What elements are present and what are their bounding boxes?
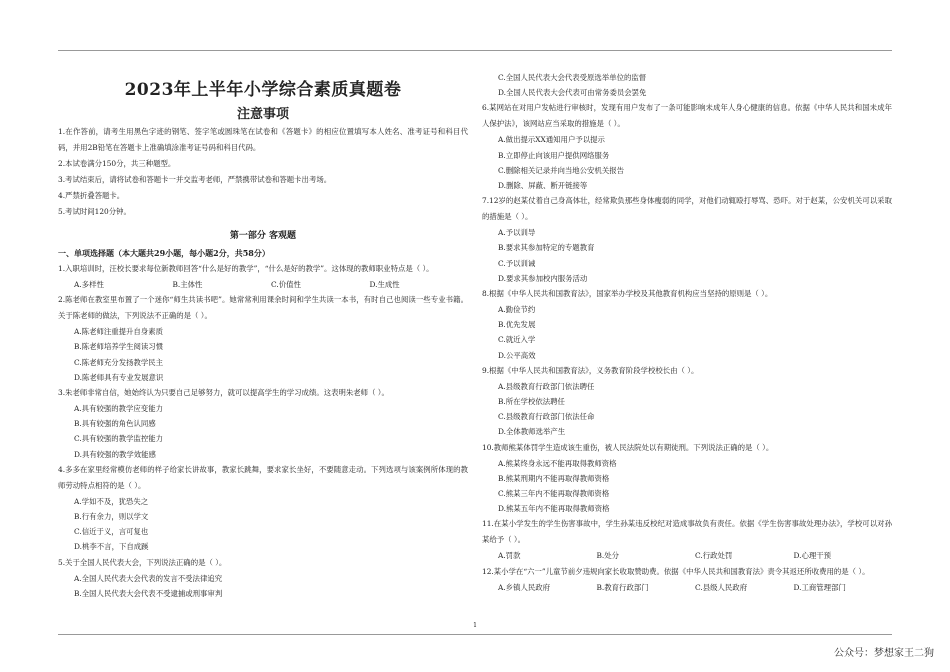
answer-option: C.全国人民代表大会代表受原选举单位的监督	[498, 73, 647, 82]
answer-option: D.删除、屏蔽、断开链接等	[498, 181, 588, 191]
answer-option: A.陈老师注重提升自身素质	[74, 327, 163, 337]
page-number: 1	[473, 622, 477, 629]
right-column	[482, 70, 892, 595]
answer-option: B.主体性	[172, 280, 203, 289]
option-row	[482, 580, 892, 595]
question-stem: 2.陈老师在教室里布置了一个迷你“师生共读书吧”。她常常利用课余时间和学生共读一本书，有时自己也阅读一些专业书籍。关于陈老师的做法，下列说法不正确的是（ ）。	[58, 295, 468, 321]
question	[482, 440, 892, 517]
answer-option: D.陈老师具有专业发展意识	[74, 372, 164, 382]
question-stem: 7.12岁的赵某仗着自己身高体壮，经常欺负那些身体瘦弱的同学，对他们动辄殴打辱骂、恐吓。对于赵某，公安机关可以采取的措施是（ ）。	[482, 196, 892, 222]
answer-option: C.价值性	[271, 280, 301, 289]
answer-option: B.具有较强的角色认同感	[74, 419, 156, 429]
answer-option: A.具有较强的教学应变能力	[74, 404, 163, 414]
watermark-text: 公众号：梦想家王二狗	[834, 648, 934, 659]
question	[482, 286, 892, 363]
section-heading: 一、单项选择题（本大题共29小题，每小题2分，共58分）	[58, 248, 270, 258]
answer-option: C.删除相关记录并向当地公安机关报告	[498, 165, 624, 175]
question-stem: 9.根据《中华人民共和国教育法》，义务教育阶段学校校长由（ ）。	[482, 365, 699, 375]
answer-option: B.全国人民代表大会代表不受逮捕或刑事审判	[74, 588, 223, 598]
question	[482, 100, 892, 193]
answer-option: D.生成性	[369, 280, 400, 289]
exam-title: 2023年上半年小学综合素质真题卷	[124, 80, 402, 100]
answer-option: B.立即停止向该用户提供网络服务	[498, 150, 610, 160]
answer-option: B.优先发展	[498, 320, 536, 330]
left-column	[58, 124, 468, 601]
notice-list	[58, 124, 468, 220]
question-stem: 6.某网站在对用户发帖进行审核时，发现有用户发布了一条可能影响未成年人身心健康的信息。依据《中华人民共和国未成年人保护法》，该网站应当采取的措施是（ ）。	[482, 103, 892, 129]
question	[58, 261, 468, 292]
answer-option: D.公平高效	[498, 350, 536, 360]
answer-option: B.教育行政部门	[596, 582, 649, 592]
notice-item: 1.在作答前，请考生用黑色字迹的钢笔、签字笔或圆珠笔在试卷和《答题卡》的相应位置填写本人姓名、准考证号和科目代码，并用2B铅笔在答题卡上准确填涂准考证号码和科目代码。	[58, 127, 468, 152]
part-heading: 第一部分 客观题	[229, 231, 297, 241]
question	[482, 564, 892, 595]
answer-option: B.陈老师培养学生阅读习惯	[74, 342, 164, 352]
question-stem: 4.多多在家里经常模仿老师的样子给家长讲故事，教家长跳舞，要求家长坐好，不要随意走动。下列选项与该案例所体现的教师劳动特点相符的是（ ）。	[58, 464, 468, 490]
answer-option: A.予以训导	[498, 228, 536, 238]
answer-option: A.罚款	[498, 551, 521, 561]
question	[58, 292, 468, 385]
answer-option: B.行有余力，则以学文	[74, 512, 149, 522]
question-stem: 3.朱老师非常自信，她始终认为只要自己足够努力，就可以提高学生的学习成绩。这表明朱老师（ ）。	[58, 388, 389, 398]
question-stem: 5.关于全国人民代表大会，下列说法正确的是（ ）。	[58, 557, 227, 567]
answer-option: C.陈老师充分发扬教学民主	[74, 357, 164, 367]
answer-option: A.多样性	[74, 280, 104, 289]
option-row	[482, 548, 892, 563]
answer-option: C.予以训诫	[498, 258, 536, 268]
answer-option: C.具有较强的教学监控能力	[74, 434, 164, 444]
answer-option: C.就近入学	[498, 335, 536, 345]
answer-option: C.县级人民政府	[695, 582, 748, 592]
question-stem: 10.教师熊某体罚学生造成该生重伤，被人民法院处以有期徒刑。下列说法正确的是（ ）。	[482, 442, 774, 452]
answer-option: C.行政处罚	[695, 551, 733, 561]
answer-option: C.信近于义，言可复也	[74, 527, 149, 537]
top-rule	[58, 50, 892, 51]
answer-option: D.全国人民代表大会代表可由常务委员会罢免	[498, 88, 647, 98]
answer-option: B.处分	[596, 551, 620, 561]
question	[58, 462, 468, 555]
question-stem: 8.根据《中华人民共和国教育法》，国家举办学校及其他教育机构应当坚持的原则是（ ）。	[482, 289, 773, 299]
question	[482, 516, 892, 563]
answer-option: D.具有较强的教学效能感	[74, 449, 156, 459]
question	[482, 363, 892, 440]
question	[58, 385, 468, 462]
answer-option: B.要求其参加特定的专题教育	[498, 243, 595, 253]
question-stem: 12.某小学在“六一”儿童节前夕违规向家长收取赞助费。依据《中华人民共和国教育法》责令其返还所收费用的是（ ）。	[482, 566, 870, 576]
answer-option: D.全体教师选举产生	[498, 427, 566, 437]
question-list	[482, 70, 892, 595]
notice-item: 2.本试卷满分150分，共三种题型。	[58, 159, 176, 168]
notice-item: 3.考试结束后，请将试卷和答题卡一并交监考老师，严禁携带试卷和答题卡出考场。	[58, 175, 332, 184]
notice-item: 5.考试时间120分钟。	[58, 207, 131, 216]
question-stem: 1.入职培训时，汪校长要求每位新教师回答“什么是好的教学”，“什么是好的教学”。这体现的教师职业特点是（ ）。	[58, 264, 434, 273]
answer-option: A.学如不及，犹恐失之	[74, 496, 149, 506]
answer-option: A.全国人民代表大会代表的发言不受法律追究	[74, 573, 223, 583]
answer-option: A.勤俭节约	[498, 305, 536, 315]
answer-option: A.县级教育行政部门依法聘任	[498, 381, 595, 391]
answer-option: A.做出提示XX通知用户予以提示	[498, 135, 605, 145]
bottom-rule	[58, 634, 892, 635]
answer-option: C.县级教育行政部门依法任命	[498, 412, 595, 422]
question	[482, 70, 892, 100]
question	[482, 193, 892, 286]
option-row	[58, 277, 468, 292]
answer-option: D.心理干预	[793, 551, 832, 561]
answer-option: C.熊某三年内不能再取得教师资格	[498, 489, 610, 499]
answer-option: D.工商管理部门	[793, 582, 846, 592]
answer-option: B.熊某刑期内不能再取得教师资格	[498, 473, 610, 483]
question-stem: 11.在某小学发生的学生伤害事故中，学生孙某违反校纪对造成事故负有责任。依据《学生伤害事故处理办法》，学校可以对孙某给予（ ）。	[482, 519, 892, 545]
question	[58, 555, 468, 601]
answer-option: A.熊某终身永远不能再取得教师资格	[498, 458, 617, 468]
notice-heading: 注意事项	[236, 107, 289, 122]
answer-option: D.熊某五年内不能再取得教师资格	[498, 504, 610, 514]
question-list	[58, 261, 468, 601]
answer-option: D.桃李不言，下自成蹊	[74, 542, 149, 552]
answer-option: A.乡镇人民政府	[498, 582, 551, 592]
answer-option: B.所在学校依法聘任	[498, 397, 565, 407]
answer-option: D.要求其参加校内服务活动	[498, 273, 588, 283]
notice-item: 4.严禁折叠答题卡。	[58, 191, 125, 200]
